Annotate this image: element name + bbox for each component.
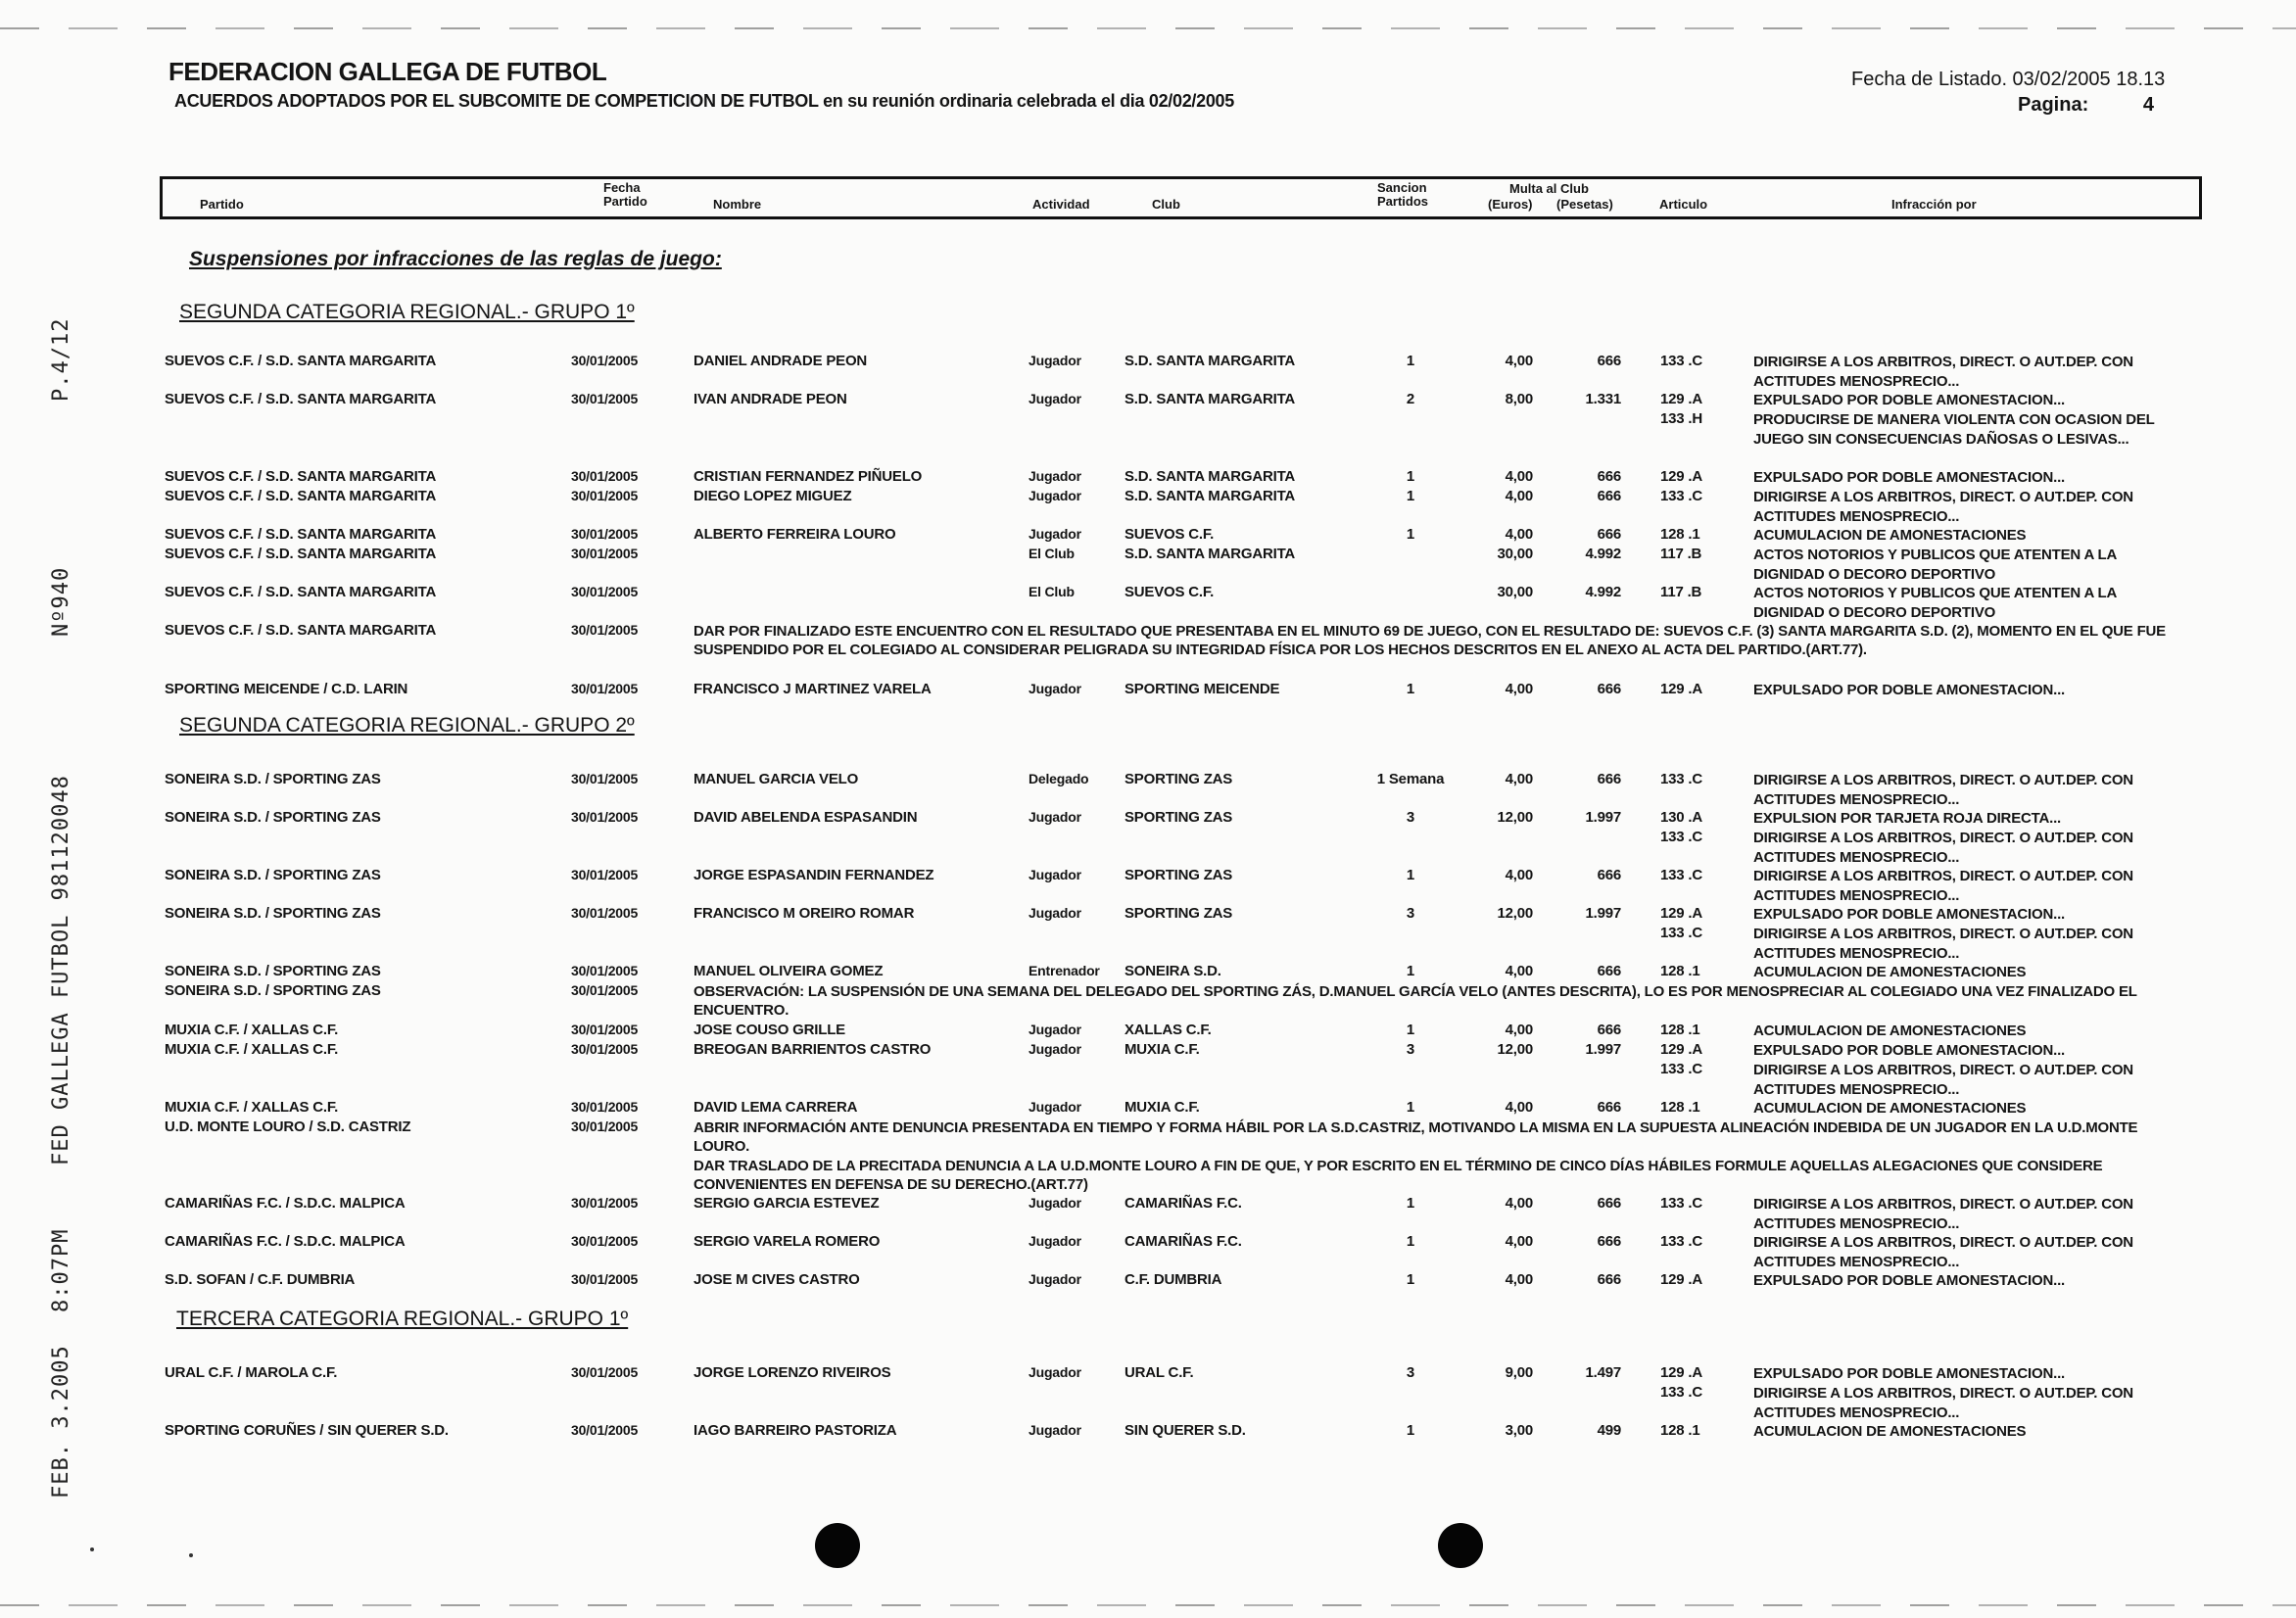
cell-partido: CAMARIÑAS F.C. / S.D.C. MALPICA (165, 1195, 406, 1212)
cell-actividad: Jugador (1028, 488, 1081, 503)
cell-partido: MUXIA C.F. / XALLAS C.F. (165, 1022, 339, 1038)
cell-multa-euros: 4,00 (1505, 1233, 1533, 1250)
cell-fecha: 30/01/2005 (571, 1233, 639, 1249)
cell-multa-pesetas: 1.997 (1585, 1041, 1621, 1058)
cell-actividad: Jugador (1028, 1271, 1081, 1287)
cell-multa-pesetas: 1.997 (1585, 905, 1621, 922)
fax-number: Nº940 (49, 566, 73, 637)
cell-articulo: 133 .C (1660, 829, 1702, 845)
cell-articulo: 117 .B (1660, 546, 1702, 562)
table-row (0, 1041, 2296, 1098)
cell-infraccion: EXPULSADO POR DOBLE AMONESTACION... (1753, 392, 2066, 408)
cell-sancion: 1 (1406, 963, 1415, 979)
cell-actividad: Jugador (1028, 353, 1081, 368)
cell-fecha: 30/01/2005 (571, 867, 639, 882)
cell-nombre: IVAN ANDRADE PEON (694, 391, 847, 407)
cell-nombre: SERGIO GARCIA ESTEVEZ (694, 1195, 880, 1212)
cell-club: SPORTING MEICENDE (1124, 681, 1280, 697)
col-infraccion: Infracción por (1891, 197, 1977, 212)
cell-infraccion: ACTOS NOTORIOS Y PUBLICOS QUE ATENTEN A LA DIGNIDAD O DECORO DEPORTIVO (1753, 547, 2117, 583)
cell-actividad: Jugador (1028, 1022, 1081, 1037)
cell-note-2: DAR TRASLADO DE LA PRECITADA DENUNCIA A LA U.D.MONTE LOURO A FIN DE QUE, Y POR ESCRITO EN EL TÉRMINO DE CINCO DÍAS HÁBILES FORMULE AQUELLAS ALEGACIONES QUE CONSIDERE CONVENIENTES EN DEFENSA DE SU DERECHO.(ART.77) (694, 1158, 2103, 1193)
cell-partido: SONEIRA S.D. / SPORTING ZAS (165, 963, 381, 979)
cell-club: SUEVOS C.F. (1124, 584, 1215, 600)
col-fecha-line2: Partido (603, 194, 647, 209)
cell-fecha: 30/01/2005 (571, 488, 639, 503)
table-row (0, 867, 2296, 904)
cell-club: CAMARIÑAS F.C. (1124, 1233, 1242, 1250)
table-row (0, 353, 2296, 390)
table-row (0, 468, 2296, 488)
cell-infraccion: EXPULSADO POR DOBLE AMONESTACION... (1753, 906, 2066, 923)
cell-infraccion: EXPULSADO POR DOBLE AMONESTACION... (1753, 1365, 2066, 1382)
cell-partido: SONEIRA S.D. / SPORTING ZAS (165, 867, 381, 883)
cell-actividad: Jugador (1028, 1041, 1081, 1057)
punch-hole (815, 1523, 860, 1568)
listing-date: Fecha de Listado. 03/02/2005 18.13 (1851, 69, 2166, 90)
cell-multa-euros: 4,00 (1505, 488, 1533, 504)
cell-nombre: DIEGO LOPEZ MIGUEZ (694, 488, 852, 504)
col-club: Club (1152, 197, 1180, 212)
cell-multa-euros: 4,00 (1505, 1022, 1533, 1038)
cell-articulo: 133 .C (1660, 1195, 1702, 1212)
cell-fecha: 30/01/2005 (571, 681, 639, 696)
table-row (0, 1422, 2296, 1442)
cell-note: DAR POR FINALIZADO ESTE ENCUENTRO CON EL RESULTADO QUE PRESENTABA EN EL MINUTO 69 DE JUEGO, CON EL RESULTADO DE: SUEVOS C.F. (3) SANTA MARGARITA S.D. (2), MOMENTO EN EL QUE FUE SUSPENDIDO POR EL COLEGIADO AL CONSIDERAR PELIGRADA SU INTEGRIDAD FÍSICA POR LOS HECHOS DESCRITOS EN EL ANEXO AL ACTA DEL PARTIDO.(ART.77). (694, 623, 2166, 658)
cell-nombre: SERGIO VARELA ROMERO (694, 1233, 881, 1250)
cell-multa-pesetas: 666 (1597, 353, 1621, 369)
cell-nombre: JORGE LORENZO RIVEIROS (694, 1364, 891, 1381)
cell-club: SPORTING ZAS (1124, 905, 1233, 922)
table-row (0, 526, 2296, 546)
cell-nombre: DANIEL ANDRADE PEON (694, 353, 868, 369)
cell-partido: SONEIRA S.D. / SPORTING ZAS (165, 905, 381, 922)
cell-multa-euros: 12,00 (1497, 1041, 1533, 1058)
cell-fecha: 30/01/2005 (571, 391, 639, 406)
cell-fecha: 30/01/2005 (571, 771, 639, 786)
cell-fecha: 30/01/2005 (571, 1422, 639, 1438)
col-multa-club: Multa al Club (1509, 181, 1589, 196)
cell-sancion: 1 (1406, 1195, 1415, 1212)
col-euros: (Euros) (1488, 197, 1533, 212)
cell-multa-pesetas: 666 (1597, 1271, 1621, 1288)
cell-infraccion: DIRIGIRSE A LOS ARBITROS, DIRECT. O AUT.DEP. CON ACTITUDES MENOSPRECIO... (1753, 772, 2133, 808)
cell-multa-euros: 4,00 (1505, 1195, 1533, 1212)
cell-actividad: Jugador (1028, 809, 1081, 825)
cell-multa-pesetas: 666 (1597, 681, 1621, 697)
cell-club: S.D. SANTA MARGARITA (1124, 488, 1296, 504)
cell-partido: SPORTING MEICENDE / C.D. LARIN (165, 681, 408, 697)
cell-club: SUEVOS C.F. (1124, 526, 1215, 543)
page-number: 4 (2142, 94, 2154, 116)
cell-articulo: 130 .A (1660, 809, 1702, 826)
cell-infraccion: ACUMULACION DE AMONESTACIONES (1753, 964, 2027, 980)
cell-infraccion: DIRIGIRSE A LOS ARBITROS, DIRECT. O AUT.DEP. CON ACTITUDES MENOSPRECIO... (1753, 354, 2133, 390)
cell-infraccion: EXPULSADO POR DOBLE AMONESTACION... (1753, 682, 2066, 698)
cell-infraccion: EXPULSADO POR DOBLE AMONESTACION... (1753, 1042, 2066, 1059)
cell-multa-pesetas: 666 (1597, 867, 1621, 883)
cell-partido: SONEIRA S.D. / SPORTING ZAS (165, 771, 381, 787)
cell-multa-euros: 4,00 (1505, 1099, 1533, 1116)
table-row (0, 546, 2296, 583)
cell-articulo: 133 .C (1660, 771, 1702, 787)
table-row (0, 963, 2296, 982)
cell-nombre: DAVID ABELENDA ESPASANDIN (694, 809, 918, 826)
cell-club: XALLAS C.F. (1124, 1022, 1212, 1038)
table-row (0, 391, 2296, 448)
cell-actividad: Jugador (1028, 468, 1081, 484)
scan-speck (90, 1547, 94, 1551)
cell-actividad: Jugador (1028, 1099, 1081, 1115)
table-row-note (0, 982, 2296, 1019)
cell-actividad: Jugador (1028, 526, 1081, 542)
cell-multa-pesetas: 666 (1597, 1233, 1621, 1250)
cell-partido: SUEVOS C.F. / S.D. SANTA MARGARITA (165, 391, 437, 407)
cell-multa-pesetas: 666 (1597, 1022, 1621, 1038)
cell-articulo: 117 .B (1660, 584, 1702, 600)
col-pesetas: (Pesetas) (1556, 197, 1613, 212)
cell-multa-pesetas: 499 (1597, 1422, 1621, 1439)
cell-partido: CAMARIÑAS F.C. / S.D.C. MALPICA (165, 1233, 406, 1250)
cell-club: S.D. SANTA MARGARITA (1124, 391, 1296, 407)
cell-nombre: JOSE COUSO GRILLE (694, 1022, 845, 1038)
cell-infraccion: DIRIGIRSE A LOS ARBITROS, DIRECT. O AUT.DEP. CON ACTITUDES MENOSPRECIO... (1753, 1234, 2133, 1270)
page-label: Pagina: (2018, 94, 2089, 116)
cell-sancion: 2 (1406, 391, 1415, 407)
cell-fecha: 30/01/2005 (571, 905, 639, 921)
cell-partido: SPORTING CORUÑES / SIN QUERER S.D. (165, 1422, 449, 1439)
cell-multa-euros: 12,00 (1497, 809, 1533, 826)
cell-infraccion: ACUMULACION DE AMONESTACIONES (1753, 1423, 2027, 1440)
cell-partido: URAL C.F. / MAROLA C.F. (165, 1364, 338, 1381)
cell-infraccion: EXPULSADO POR DOBLE AMONESTACION... (1753, 1272, 2066, 1289)
cell-nombre: FRANCISCO J MARTINEZ VARELA (694, 681, 932, 697)
cell-articulo: 129 .A (1660, 1271, 1702, 1288)
table-row-note (0, 622, 2296, 658)
cell-multa-euros: 4,00 (1505, 353, 1533, 369)
cell-infraccion: ACUMULACION DE AMONESTACIONES (1753, 1100, 2027, 1117)
cell-fecha: 30/01/2005 (571, 546, 639, 561)
cell-fecha: 30/01/2005 (571, 809, 639, 825)
table-row (0, 1271, 2296, 1291)
cell-multa-euros: 30,00 (1497, 584, 1533, 600)
cell-partido: SONEIRA S.D. / SPORTING ZAS (165, 809, 381, 826)
table-row (0, 1195, 2296, 1232)
cell-infraccion: ACUMULACION DE AMONESTACIONES (1753, 527, 2027, 544)
cell-articulo: 129 .A (1660, 905, 1702, 922)
cell-club: SPORTING ZAS (1124, 771, 1233, 787)
cell-multa-pesetas: 1.497 (1585, 1364, 1621, 1381)
cell-articulo: 133 .C (1660, 1233, 1702, 1250)
cell-articulo: 128 .1 (1660, 1099, 1700, 1116)
cell-articulo: 129 .A (1660, 1041, 1702, 1058)
cell-partido: S.D. SOFAN / C.F. DUMBRIA (165, 1271, 356, 1288)
cell-infraccion: DIRIGIRSE A LOS ARBITROS, DIRECT. O AUT.DEP. CON ACTITUDES MENOSPRECIO... (1753, 926, 2133, 962)
cell-articulo: 128 .1 (1660, 1022, 1700, 1038)
table-row (0, 1364, 2296, 1421)
cell-infraccion: DIRIGIRSE A LOS ARBITROS, DIRECT. O AUT.DEP. CON ACTITUDES MENOSPRECIO... (1753, 1062, 2133, 1098)
cell-fecha: 30/01/2005 (571, 1099, 639, 1115)
col-sancion-partidos (1377, 181, 1428, 209)
cell-partido: SUEVOS C.F. / S.D. SANTA MARGARITA (165, 622, 437, 639)
cell-multa-pesetas: 666 (1597, 1195, 1621, 1212)
cell-articulo: 129 .A (1660, 681, 1702, 697)
punch-hole (1438, 1523, 1483, 1568)
cell-actividad: Jugador (1028, 1422, 1081, 1438)
cell-multa-euros: 4,00 (1505, 468, 1533, 485)
cell-actividad: El Club (1028, 584, 1075, 599)
cell-nombre: MANUEL GARCIA VELO (694, 771, 859, 787)
subtitle-lower: en su reunión ordinaria celebrada el dia 02/02/2005 (823, 91, 1234, 111)
cell-multa-pesetas: 4.992 (1585, 584, 1621, 600)
cell-multa-euros: 4,00 (1505, 1271, 1533, 1288)
cell-fecha: 30/01/2005 (571, 963, 639, 978)
cell-infraccion: DIRIGIRSE A LOS ARBITROS, DIRECT. O AUT.DEP. CON ACTITUDES MENOSPRECIO... (1753, 489, 2133, 525)
cell-club: MUXIA C.F. (1124, 1099, 1200, 1116)
cell-actividad: Delegado (1028, 771, 1089, 786)
cell-partido: U.D. MONTE LOURO / S.D. CASTRIZ (165, 1118, 411, 1135)
scan-speck (189, 1553, 193, 1557)
table-row (0, 1022, 2296, 1041)
fax-date: FEB. 3.2005 (49, 1345, 73, 1499)
cell-nombre: IAGO BARREIRO PASTORIZA (694, 1422, 897, 1439)
cell-partido: MUXIA C.F. / XALLAS C.F. (165, 1099, 339, 1116)
cell-fecha: 30/01/2005 (571, 1118, 639, 1134)
table-row (0, 1099, 2296, 1118)
cell-actividad: Entrenador (1028, 963, 1100, 978)
col-partido: Partido (200, 197, 244, 212)
cell-sancion: 1 Semana (1376, 771, 1445, 787)
cell-fecha: 30/01/2005 (571, 468, 639, 484)
cell-nombre: MANUEL OLIVEIRA GOMEZ (694, 963, 884, 979)
cell-multa-euros: 30,00 (1497, 546, 1533, 562)
cell-nombre: FRANCISCO M OREIRO ROMAR (694, 905, 915, 922)
cell-partido: SUEVOS C.F. / S.D. SANTA MARGARITA (165, 526, 437, 543)
cell-infraccion: EXPULSADO POR DOBLE AMONESTACION... (1753, 469, 2066, 486)
cell-club: MUXIA C.F. (1124, 1041, 1200, 1058)
cell-club: SIN QUERER S.D. (1124, 1422, 1246, 1439)
cell-fecha: 30/01/2005 (571, 1022, 639, 1037)
cell-articulo: 133 .C (1660, 488, 1702, 504)
cell-sancion: 1 (1406, 867, 1415, 883)
table-row-note (0, 1118, 2296, 1193)
cell-multa-pesetas: 1.331 (1585, 391, 1621, 407)
cell-sancion: 1 (1406, 1422, 1415, 1439)
col-articulo: Articulo (1659, 197, 1708, 212)
col-nombre: Nombre (713, 197, 762, 212)
cell-sancion: 3 (1406, 1041, 1415, 1058)
table-row (0, 771, 2296, 808)
cell-articulo: 129 .A (1660, 391, 1702, 407)
cell-sancion: 1 (1406, 681, 1415, 697)
cell-infraccion: PRODUCIRSE DE MANERA VIOLENTA CON OCASION DEL JUEGO SIN CONSECUENCIAS DAÑOSAS O LESIVAS... (1753, 411, 2155, 448)
cell-nombre: CRISTIAN FERNANDEZ PIÑUELO (694, 468, 923, 485)
cell-multa-pesetas: 666 (1597, 963, 1621, 979)
cell-fecha: 30/01/2005 (571, 584, 639, 599)
cell-actividad: Jugador (1028, 1233, 1081, 1249)
cell-partido: SUEVOS C.F. / S.D. SANTA MARGARITA (165, 353, 437, 369)
cell-partido: SONEIRA S.D. / SPORTING ZAS (165, 982, 381, 999)
table-row (0, 905, 2296, 962)
cell-multa-pesetas: 4.992 (1585, 546, 1621, 562)
cell-articulo: 128 .1 (1660, 526, 1700, 543)
cell-sancion: 1 (1406, 1022, 1415, 1038)
cell-multa-euros: 4,00 (1505, 681, 1533, 697)
cell-infraccion: DIRIGIRSE A LOS ARBITROS, DIRECT. O AUT.DEP. CON ACTITUDES MENOSPRECIO... (1753, 1196, 2133, 1232)
subtitle-upper: ACUERDOS ADOPTADOS POR EL SUBCOMITE DE COMPETICION DE FUTBOL (174, 91, 819, 111)
cell-multa-pesetas: 666 (1597, 526, 1621, 543)
cell-infraccion: DIRIGIRSE A LOS ARBITROS, DIRECT. O AUT.DEP. CON ACTITUDES MENOSPRECIO... (1753, 830, 2133, 866)
cell-multa-euros: 9,00 (1505, 1364, 1533, 1381)
cell-actividad: Jugador (1028, 1364, 1081, 1380)
cell-sancion: 3 (1406, 1364, 1415, 1381)
cell-sancion: 1 (1406, 526, 1415, 543)
cell-nombre: JOSE M CIVES CASTRO (694, 1271, 860, 1288)
cell-infraccion: ACTOS NOTORIOS Y PUBLICOS QUE ATENTEN A LA DIGNIDAD O DECORO DEPORTIVO (1753, 585, 2117, 621)
cell-actividad: Jugador (1028, 391, 1081, 406)
cell-multa-euros: 12,00 (1497, 905, 1533, 922)
group-heading: SEGUNDA CATEGORIA REGIONAL.- GRUPO 2º (179, 714, 635, 737)
cell-club: CAMARIÑAS F.C. (1124, 1195, 1242, 1212)
scan-edge-bottom (0, 1604, 2296, 1606)
cell-club: SPORTING ZAS (1124, 867, 1233, 883)
table-row (0, 681, 2296, 700)
cell-articulo: 129 .A (1660, 1364, 1702, 1381)
col-sancion-line2: Partidos (1377, 194, 1429, 209)
cell-fecha: 30/01/2005 (571, 353, 639, 368)
cell-multa-euros: 4,00 (1505, 867, 1533, 883)
cell-sancion: 1 (1406, 353, 1415, 369)
cell-club: S.D. SANTA MARGARITA (1124, 353, 1296, 369)
document-subtitle (174, 91, 1234, 112)
cell-multa-pesetas: 666 (1597, 468, 1621, 485)
cell-partido: SUEVOS C.F. / S.D. SANTA MARGARITA (165, 488, 437, 504)
cell-articulo: 129 .A (1660, 468, 1702, 485)
cell-actividad: Jugador (1028, 1195, 1081, 1211)
cell-actividad: Jugador (1028, 681, 1081, 696)
cell-multa-euros: 4,00 (1505, 963, 1533, 979)
cell-infraccion: DIRIGIRSE A LOS ARBITROS, DIRECT. O AUT.DEP. CON ACTITUDES MENOSPRECIO... (1753, 1385, 2133, 1421)
cell-multa-pesetas: 666 (1597, 1099, 1621, 1116)
fax-sender: FED GALLEGA FUTBOL 981120048 (49, 775, 73, 1166)
cell-sancion: 3 (1406, 905, 1415, 922)
cell-actividad: Jugador (1028, 867, 1081, 882)
cell-club: URAL C.F. (1124, 1364, 1194, 1381)
cell-fecha: 30/01/2005 (571, 982, 639, 998)
cell-note: OBSERVACIÓN: LA SUSPENSIÓN DE UNA SEMANA DEL DELEGADO DEL SPORTING ZÁS, D.MANUEL GARCÍA VELO (ANTES DESCRITA), LO ES POR MENOSPRECIAR AL COLEGIADO UNA VEZ FINALIZADO EL ENCUENTRO. (694, 983, 2137, 1019)
cell-club: SPORTING ZAS (1124, 809, 1233, 826)
group-heading: SEGUNDA CATEGORIA REGIONAL.- GRUPO 1º (179, 301, 635, 323)
cell-fecha: 30/01/2005 (571, 622, 639, 638)
cell-actividad: El Club (1028, 546, 1075, 561)
cell-fecha: 30/01/2005 (571, 1041, 639, 1057)
table-row (0, 809, 2296, 866)
cell-club: S.D. SANTA MARGARITA (1124, 546, 1296, 562)
column-header-row (160, 176, 2202, 219)
cell-sancion: 1 (1406, 1233, 1415, 1250)
cell-partido: SUEVOS C.F. / S.D. SANTA MARGARITA (165, 468, 437, 485)
cell-articulo: 128 .1 (1660, 1422, 1700, 1439)
cell-nombre: BREOGAN BARRIENTOS CASTRO (694, 1041, 932, 1058)
cell-infraccion: EXPULSION POR TARJETA ROJA DIRECTA... (1753, 810, 2062, 827)
cell-note: ABRIR INFORMACIÓN ANTE DENUNCIA PRESENTADA EN TIEMPO Y FORMA HÁBIL POR LA S.D.CASTRIZ, MOTIVANDO LA MISMA EN LA SUPUESTA ALINEACIÓN INDEBIDA DE UN JUGADOR EN LA U.D.MONTE LOURO. (694, 1119, 2138, 1155)
cell-articulo: 133 .C (1660, 867, 1702, 883)
cell-multa-pesetas: 1.997 (1585, 809, 1621, 826)
table-row (0, 488, 2296, 525)
col-sancion-line1: Sancion (1377, 180, 1427, 195)
fax-time: 8:07PM (49, 1228, 73, 1312)
fax-page: P.4/12 (49, 317, 73, 402)
cell-sancion: 1 (1406, 1099, 1415, 1116)
col-fecha-line1: Fecha (603, 180, 641, 195)
cell-multa-euros: 3,00 (1505, 1422, 1533, 1439)
cell-nombre: DAVID LEMA CARRERA (694, 1099, 858, 1116)
cell-sancion: 1 (1406, 488, 1415, 504)
section-heading: Suspensiones por infracciones de las reglas de juego: (189, 248, 722, 270)
cell-fecha: 30/01/2005 (571, 526, 639, 542)
cell-nombre: JORGE ESPASANDIN FERNANDEZ (694, 867, 934, 883)
cell-multa-euros: 4,00 (1505, 526, 1533, 543)
cell-sancion: 1 (1406, 468, 1415, 485)
cell-articulo: 128 .1 (1660, 963, 1700, 979)
cell-fecha: 30/01/2005 (571, 1271, 639, 1287)
cell-infraccion: DIRIGIRSE A LOS ARBITROS, DIRECT. O AUT.DEP. CON ACTITUDES MENOSPRECIO... (1753, 868, 2133, 904)
cell-multa-euros: 8,00 (1505, 391, 1533, 407)
cell-articulo: 133 .C (1660, 1061, 1702, 1077)
cell-articulo: 133 .C (1660, 1384, 1702, 1401)
cell-partido: SUEVOS C.F. / S.D. SANTA MARGARITA (165, 546, 437, 562)
cell-nombre: ALBERTO FERREIRA LOURO (694, 526, 896, 543)
cell-articulo: 133 .H (1660, 410, 1702, 427)
cell-sancion: 1 (1406, 1271, 1415, 1288)
cell-partido: MUXIA C.F. / XALLAS C.F. (165, 1041, 339, 1058)
scan-edge-top (0, 27, 2296, 29)
document-title: FEDERACION GALLEGA DE FUTBOL (168, 57, 607, 86)
cell-articulo: 133 .C (1660, 353, 1702, 369)
cell-articulo: 133 .C (1660, 925, 1702, 941)
cell-actividad: Jugador (1028, 905, 1081, 921)
cell-sancion: 3 (1406, 809, 1415, 826)
cell-multa-pesetas: 666 (1597, 488, 1621, 504)
cell-club: S.D. SANTA MARGARITA (1124, 468, 1296, 485)
cell-multa-pesetas: 666 (1597, 771, 1621, 787)
cell-infraccion: ACUMULACION DE AMONESTACIONES (1753, 1023, 2027, 1039)
cell-fecha: 30/01/2005 (571, 1195, 639, 1211)
col-actividad: Actividad (1032, 197, 1090, 212)
cell-club: C.F. DUMBRIA (1124, 1271, 1222, 1288)
cell-fecha: 30/01/2005 (571, 1364, 639, 1380)
page-indicator (2018, 94, 2154, 117)
group-heading: TERCERA CATEGORIA REGIONAL.- GRUPO 1º (176, 1308, 629, 1330)
cell-club: SONEIRA S.D. (1124, 963, 1221, 979)
cell-multa-euros: 4,00 (1505, 771, 1533, 787)
col-fecha-partido (603, 181, 647, 209)
table-row (0, 1233, 2296, 1270)
cell-partido: SUEVOS C.F. / S.D. SANTA MARGARITA (165, 584, 437, 600)
